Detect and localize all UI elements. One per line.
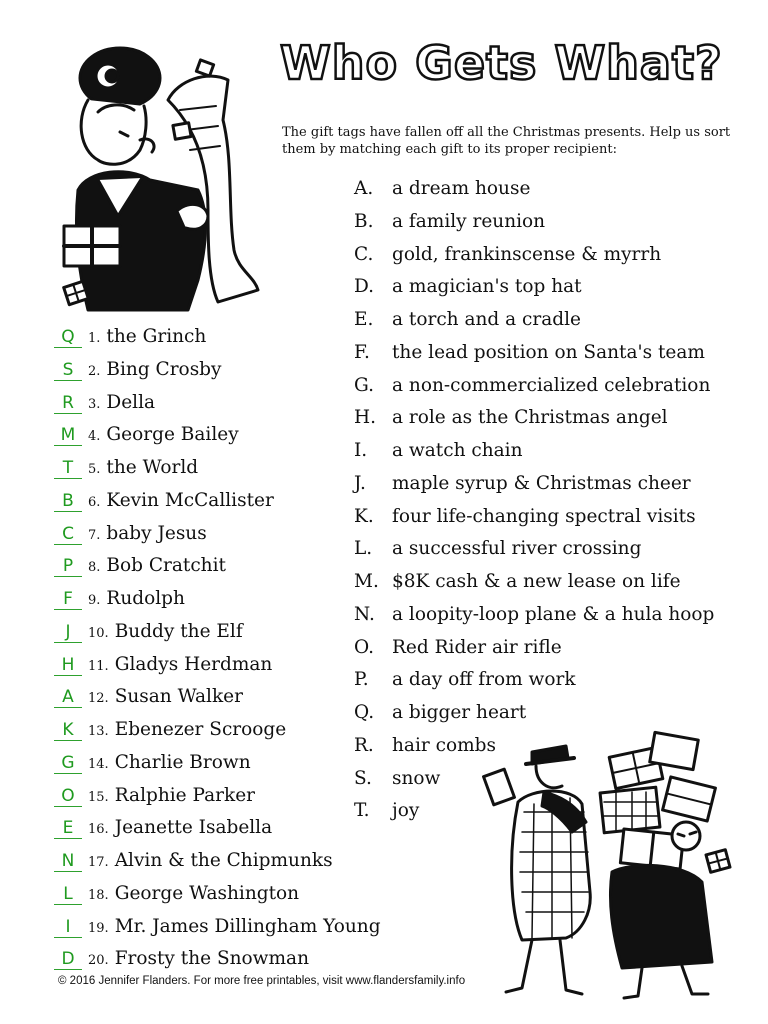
recipient-name: Rudolph [106,588,185,609]
answer-blank[interactable]: M [54,426,82,446]
recipient-number: 5. [88,462,101,477]
recipient-item [54,654,381,687]
gift-letter: M. [354,571,379,592]
recipient-name: baby Jesus [106,522,207,544]
gift-letter: I. [354,440,368,461]
recipient-item [54,621,381,654]
recipient-item [54,850,381,883]
recipient-name: Frosty the Snowman [114,948,309,970]
gift-letter: D. [354,276,375,298]
recipient-name: Charlie Brown [114,751,251,773]
recipient-number: 8. [88,560,101,576]
recipient-name: Kevin McCallister [106,489,274,511]
answer-blank[interactable]: K [54,721,82,741]
gift-item [354,538,714,571]
recipient-name: Bing Crosby [106,358,222,380]
answer-blank[interactable]: H [54,656,82,676]
recipient-item [54,326,381,359]
recipient-item [54,523,381,556]
recipient-item [54,883,381,916]
recipient-name: George Washington [114,882,300,904]
recipient-item [54,490,381,523]
answer-blank[interactable]: R [54,394,82,414]
recipient-item [54,752,381,785]
answer-blank[interactable]: F [54,590,82,610]
gift-item [354,571,714,604]
recipient-name: Buddy the Elf [114,620,243,642]
gift-letter: K. [354,505,374,527]
gift-item [354,276,714,309]
gift-item [354,342,714,375]
gift-text: gold, frankinscense & myrrh [392,243,662,265]
recipient-number: 1. [88,331,101,346]
recipient-number: 9. [88,593,101,608]
recipient-name: Della [106,391,156,413]
gift-item [354,244,714,277]
page-title: Who Gets What? [280,36,723,90]
gift-letter: R. [354,734,374,756]
answer-blank[interactable]: I [54,918,82,938]
gift-text: joy [392,800,420,822]
woman-with-gift-list-illustration [58,40,273,320]
gift-letter: E. [354,309,374,330]
gift-letter: F. [354,341,370,363]
recipient-name: the Grinch [106,326,207,347]
recipient-name: Gladys Herdman [114,653,273,675]
gift-text: a successful river crossing [392,538,642,560]
gift-item [354,375,714,408]
answer-blank[interactable]: J [54,623,82,643]
answer-blank[interactable]: B [54,492,82,512]
recipient-item [54,916,381,949]
gift-item [354,211,714,244]
recipient-number: 20. [88,953,109,969]
answer-blank[interactable]: P [54,557,82,577]
recipient-name: Ralphie Parker [114,784,255,806]
recipient-item [54,719,381,752]
copyright-footer: © 2016 Jennifer Flanders. For more free printables, visit www.flandersfamily.info [58,975,466,987]
answer-blank[interactable]: O [54,787,82,807]
recipient-name: Mr. James Dillingham Young [114,915,381,937]
recipient-number: 10. [88,625,109,641]
recipient-item [54,588,381,621]
recipient-name: the World [106,457,199,478]
answer-blank[interactable]: Q [54,328,82,348]
instructions: The gift tags have fallen off all the Christmas presents. Help us sort them by matching each gift to its proper recipient: [282,125,731,157]
gift-letter: B. [354,210,374,232]
gift-text: a day off from work [392,669,576,691]
recipient-item [54,392,381,425]
recipient-number: 12. [88,691,109,707]
recipient-number: 6. [88,494,101,510]
gift-item [354,506,714,539]
recipient-number: 18. [88,887,109,903]
gift-text: a role as the Christmas angel [392,407,668,429]
gift-item [354,309,714,342]
recipient-number: 7. [88,527,101,543]
gift-letter: T. [354,800,370,822]
recipient-item [54,785,381,818]
recipient-name: Ebenezer Scrooge [114,719,287,740]
recipient-name: Susan Walker [114,686,243,708]
recipient-item [54,817,381,850]
gift-item [354,178,714,211]
answer-blank[interactable]: E [54,819,82,839]
gift-text: snow [392,767,441,789]
gift-letter: C. [354,243,374,265]
answer-blank[interactable]: L [54,885,82,905]
recipient-number: 3. [88,396,101,412]
recipient-number: 14. [88,756,109,772]
gift-letter: J. [354,472,366,494]
recipient-number: 11. [88,658,109,674]
gift-text: four life-changing spectral visits [392,505,696,527]
gift-letter: L. [354,538,373,560]
gift-item [354,669,714,702]
answer-blank[interactable]: S [54,361,82,381]
gift-text: a magician's top hat [392,276,582,298]
recipient-item [54,424,381,457]
gift-text: a torch and a cradle [392,309,582,330]
recipient-number: 13. [88,724,109,739]
answer-blank[interactable]: C [54,525,82,545]
gift-text: a non-commercialized celebration [392,374,711,396]
gift-text: the lead position on Santa's team [392,341,705,363]
gift-text: a loopity-loop plane & a hula hoop [392,603,715,625]
recipient-number: 17. [88,855,109,870]
answer-blank[interactable]: D [54,950,82,970]
recipient-name: Jeanette Isabella [114,817,273,839]
recipient-name: Alvin & the Chipmunks [114,850,333,871]
gift-item [354,604,714,637]
answer-blank[interactable]: N [54,852,82,872]
recipient-item [54,686,381,719]
shoppers-carrying-gifts-illustration [462,712,742,1002]
gift-text: Red Rider air rifle [392,636,562,658]
gift-text: a dream house [392,178,531,199]
gift-text: a bigger heart [392,702,527,723]
recipient-number: 15. [88,789,109,805]
recipient-number: 4. [88,429,101,445]
recipient-item [54,457,381,490]
recipient-number: 2. [88,363,101,379]
gift-text: a family reunion [392,210,546,232]
gift-letter: H. [354,407,377,429]
recipient-item [54,555,381,588]
gift-text: hair combs [392,734,496,756]
gift-letter: N. [354,603,375,625]
gift-letter: Q. [354,702,375,723]
gift-letter: O. [354,636,374,658]
gift-letter: S. [354,767,372,789]
recipient-list [54,326,381,981]
gift-letter: G. [354,374,374,396]
gift-letter: A. [354,178,374,199]
gift-item [354,637,714,670]
recipient-number: 19. [88,920,109,936]
answer-blank[interactable]: A [54,688,82,708]
recipient-name: Bob Cratchit [106,555,226,577]
recipient-name: George Bailey [106,424,239,446]
answer-blank[interactable]: T [54,459,82,479]
recipient-number: 16. [88,822,109,838]
answer-blank[interactable]: G [54,754,82,774]
gift-text: maple syrup & Christmas cheer [392,472,691,494]
gift-item [354,440,714,473]
gift-letter: P. [354,669,369,691]
recipient-item [54,359,381,392]
gift-text: a watch chain [392,440,523,461]
gift-item [354,473,714,506]
gift-item [354,407,714,440]
gift-text: $8K cash & a new lease on life [392,571,681,592]
